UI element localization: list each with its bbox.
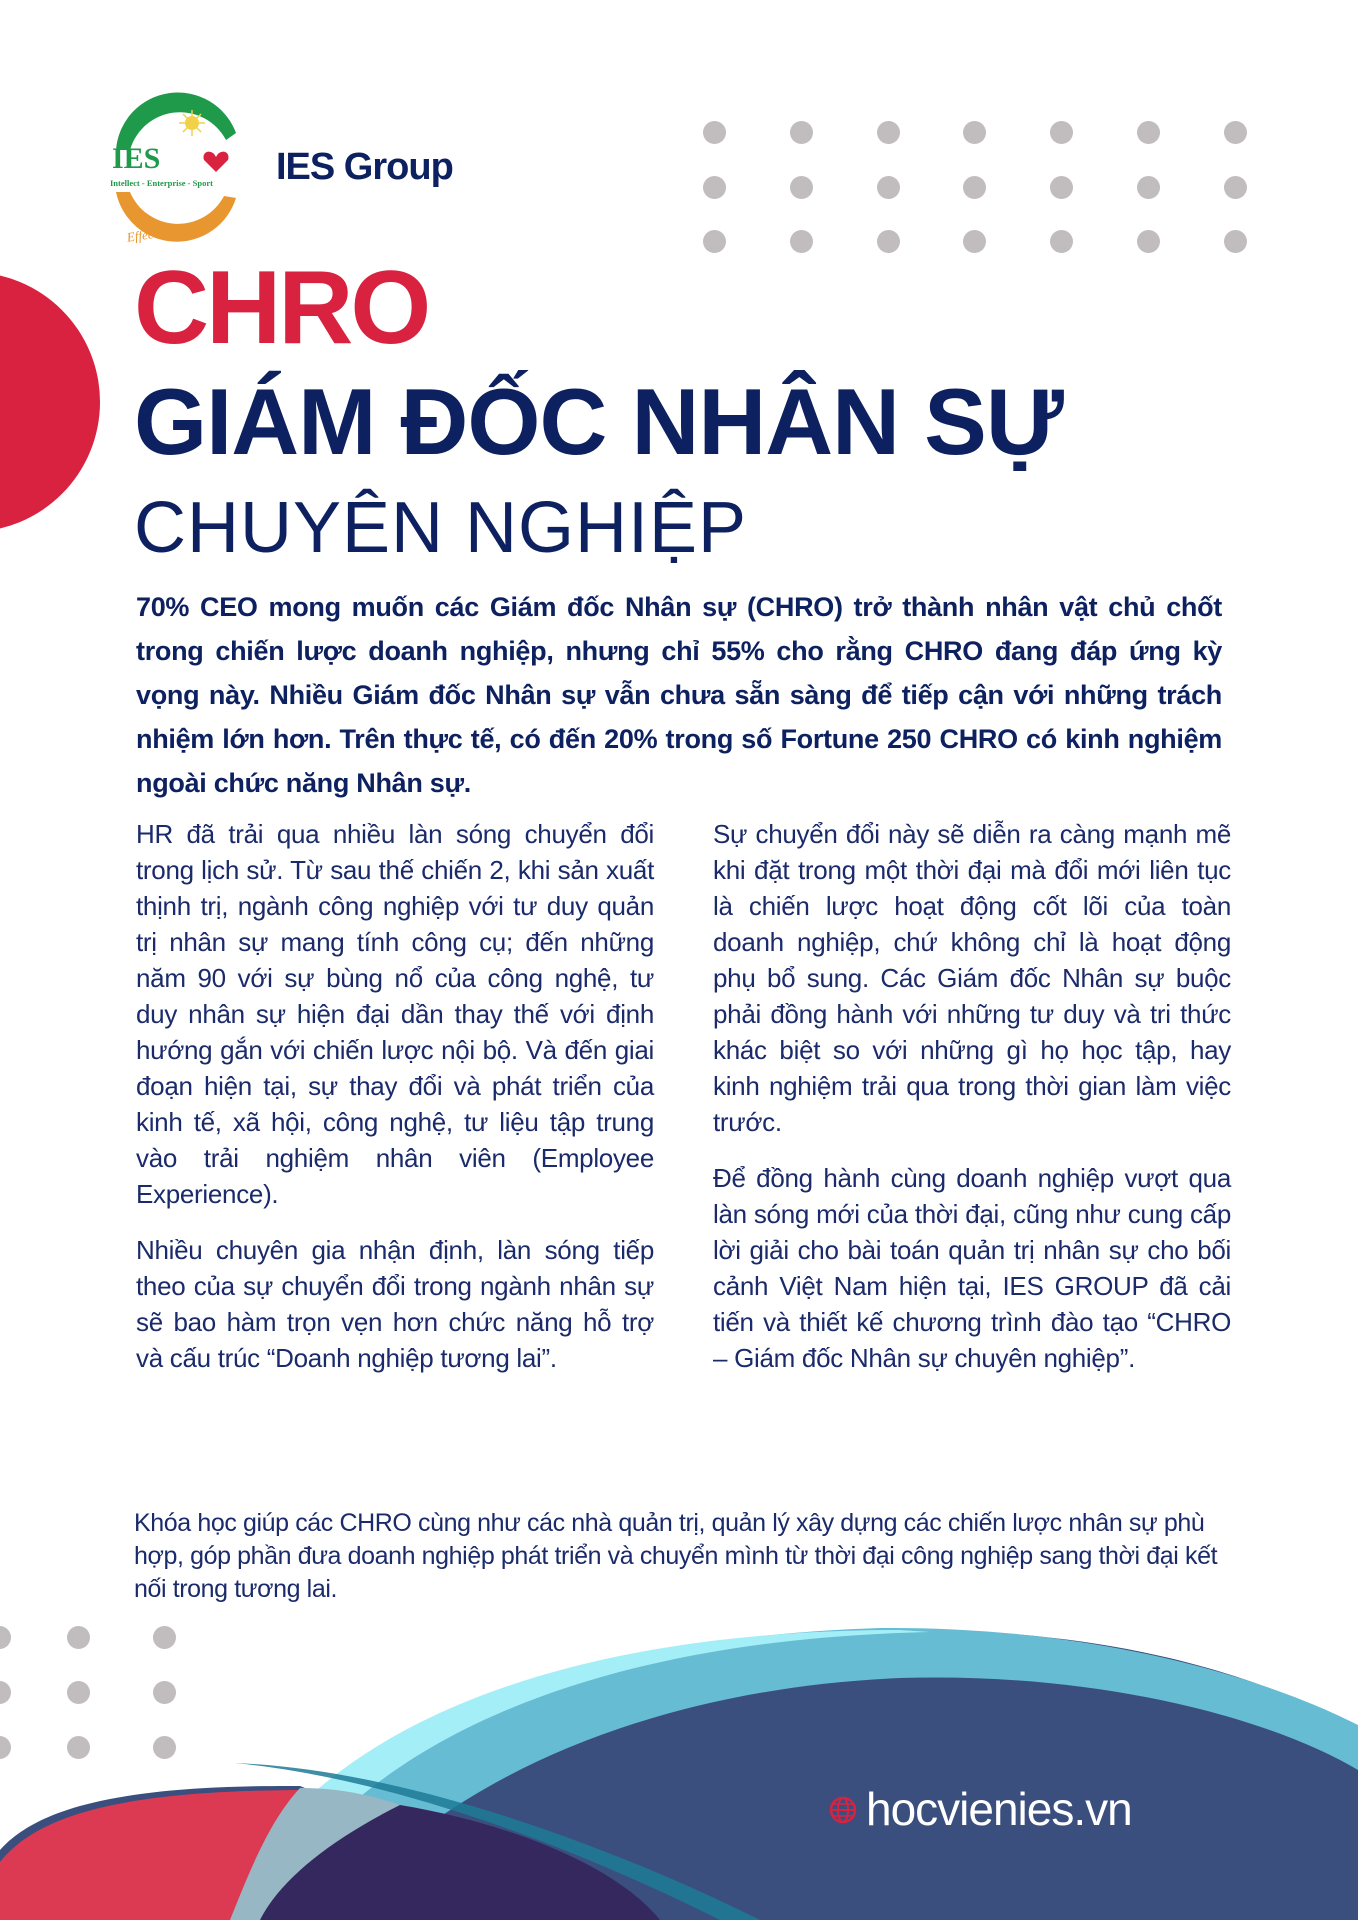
column-left-paragraph: Nhiều chuyên gia nhận định, làn sóng tiếp theo của sự chuyển đổi trong ngành nhân sự sẽ bao hàm trọn vẹn hơn chức năng hỗ trợ và cấu trúc “Doanh nghiệp tương lai”. <box>136 1235 654 1373</box>
footer-wave-graphic <box>0 1600 1358 1920</box>
globe-icon <box>828 1782 858 1836</box>
column-right <box>713 816 1231 1396</box>
title-subtitle: CHUYÊN NGHIỆP <box>134 488 748 568</box>
closing-paragraph: Khóa học giúp các CHRO cùng như các nhà quản trị, quản lý xây dựng các chiến lược nhân sự phù hợp, góp phần đưa doanh nghiệp phát triển và chuyển mình từ thời đại công nghiệp sang thời đại kết nối trong tương lai. <box>134 1509 1218 1603</box>
website-link[interactable] <box>828 1782 1132 1836</box>
decorative-dot-grid-top <box>0 0 1358 260</box>
svg-text:Effect Solution: Effect Solution <box>125 219 205 243</box>
decorative-red-circle <box>0 272 100 532</box>
lead-paragraph: 70% CEO mong muốn các Giám đốc Nhân sự (CHRO) trở thành nhân vật chủ chốt trong chiến lược doanh nghiệp, nhưng chỉ 55% cho rằng CHRO đang đáp ứng kỳ vọng này. Nhiều Giám đốc Nhân sự vẫn chưa sẵn sàng để tiếp cận với những trách nhiệm lớn hơn. Trên thực tế, có đến 20% trong số Fortune 250 CHRO có kinh nghiệm ngoài chức năng Nhân sự. <box>136 592 1222 798</box>
title-main: GIÁM ĐỐC NHÂN SỰ <box>134 369 1063 474</box>
column-right-paragraph: Để đồng hành cùng doanh nghiệp vượt qua làn sóng mới của thời đại, cũng như cung cấp lời giải cho bài toán quản trị nhân sự cho bối cảnh Việt Nam hiện tại, IES GROUP đã cải tiến và thiết kế chương trình đào tạo “CHRO – Giám đốc Nhân sự chuyên nghiệp”. <box>713 1163 1231 1373</box>
brand-name: IES Group <box>276 146 453 188</box>
svg-text:Intellect - Enterprise - Sport: Intellect - Enterprise - Sport <box>110 178 213 188</box>
title-chro: CHRO <box>134 250 429 366</box>
column-right-paragraph: Sự chuyển đổi này sẽ diễn ra càng mạnh mẽ khi đặt trong một thời đại mà đổi mới liên tục là chiến lược hoạt động cốt lõi của toàn doanh nghiệp, chứ không chỉ là hoạt động phụ bổ sung. Các Giám đốc Nhân sự buộc phải đồng hành với những tư duy và tri thức khác biệt so với những gì họ học tập, hay kinh nghiệm trải qua trong thời gian làm việc trước. <box>713 819 1231 1137</box>
svg-text:IES: IES <box>112 142 161 175</box>
website-text: hocvienies.vn <box>866 1783 1132 1835</box>
column-left <box>136 816 654 1396</box>
column-left-paragraph: HR đã trải qua nhiều làn sóng chuyển đổi trong lịch sử. Từ sau thế chiến 2, khi sản xuất thịnh trị, ngành công nghiệp với tư duy quản trị nhân sự mang tính công cụ; đến những năm 90 với sự bùng nổ của công nghệ, tư duy nhân sự hiện đại dần thay thế với định hướng gắn với chiến lược nội bộ. Và đến giai đoạn hiện tại, sự thay đổi và phát triển của kinh tế, xã hội, công nghệ, tư liệu tập trung vào trải nghiệm nhân viên (Employee Experience). <box>136 819 654 1209</box>
